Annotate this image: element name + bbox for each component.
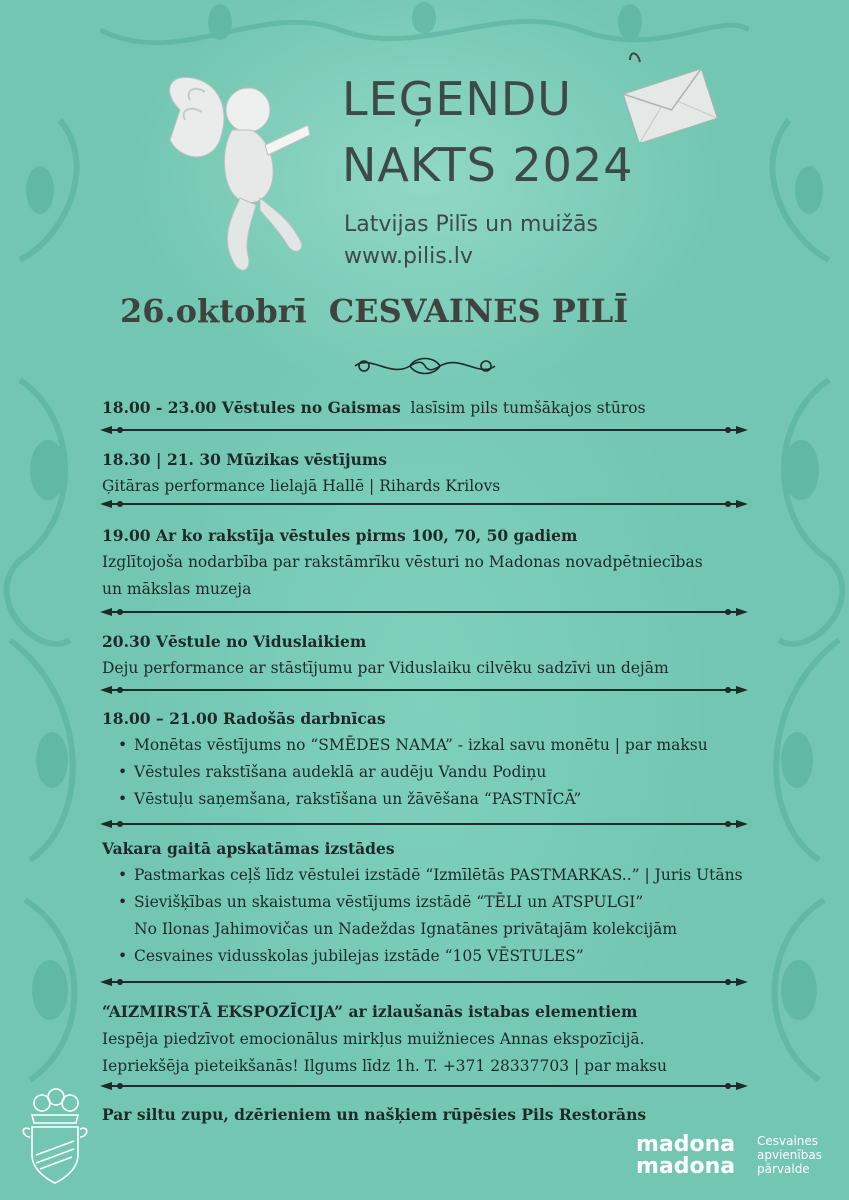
envelope-illustration <box>620 52 720 142</box>
event-heading: 18.00 - 23.00 Vēstules no Gaismas <box>102 398 401 417</box>
workshop-list <box>102 732 762 813</box>
logo-word-1: madona <box>636 1132 736 1157</box>
caption-line: apvienības <box>757 1148 822 1162</box>
coat-of-arms-logo <box>20 1085 90 1190</box>
section-divider <box>100 683 748 697</box>
event-block-5 <box>102 705 762 813</box>
title-line-1: LEĢENDU <box>342 72 572 126</box>
event-block-6 <box>102 835 762 970</box>
section-divider <box>100 975 748 989</box>
event-heading: 18.00 – 21.00 Radošās darbnīcas <box>102 709 386 728</box>
madona-logo <box>636 1134 735 1178</box>
cherub-angel-illustration <box>160 70 320 280</box>
footer-note: Par siltu zupu, dzērieniem un našķiem rūpēsies Pils Restorāns <box>102 1105 647 1124</box>
event-block-4 <box>102 628 762 682</box>
event-text: Deju performance ar stāstījumu par Viduslaiku cilvēku sadzīvi un dejām <box>102 659 669 677</box>
caption-line: pārvalde <box>757 1162 810 1176</box>
event-text: Ģitāras performance lielajā Hallē | Rihards Krilovs <box>102 477 501 495</box>
section-divider <box>100 497 748 511</box>
title-line-2: NAKTS 2024 <box>342 138 634 192</box>
section-divider <box>100 817 748 831</box>
event-heading: 19.00 Ar ko rakstīja vēstules pirms 100, 70, 50 gadiem <box>102 526 578 545</box>
event-block-2 <box>102 446 762 500</box>
event-text: Iespēja piedzīvot emocionālus mirkļus muižnieces Annas ekspozīcijā. <box>102 1030 645 1048</box>
event-block-1 <box>102 394 762 422</box>
madona-logo-caption <box>757 1134 822 1176</box>
list-item: • Vēstules rakstīšana audeklā ar audēju Vandu Podiņu <box>134 759 762 786</box>
event-place: CESVAINES PILĪ <box>328 292 629 330</box>
event-text: Iepriekšēja pieteikšanās! Ilgums līdz 1h. T. +371 28337703 | par maksu <box>102 1057 667 1075</box>
date-and-place <box>120 292 628 330</box>
exhibition-list-continued <box>102 943 762 970</box>
caption-line: Cesvaines <box>757 1134 819 1148</box>
flourish-divider <box>350 352 500 380</box>
section-divider <box>100 423 748 437</box>
event-block-3 <box>102 522 762 603</box>
website-link[interactable]: www.pilis.lv <box>344 244 473 269</box>
section-divider <box>100 1079 748 1093</box>
subtitle-line-1: Latvijas Pilīs un muižās <box>344 212 598 237</box>
event-block-7 <box>102 998 762 1080</box>
list-item: • Sievišķības un skaistuma vēstījums izstādē “TĒLI un ATSPULGI” <box>134 889 762 916</box>
left-ornament-border <box>0 0 110 1200</box>
event-heading: 18.30 | 21. 30 Mūzikas vēstījums <box>102 450 387 469</box>
section-divider <box>100 605 748 619</box>
list-item: • Vēstuļu saņemšana, rakstīšana un žāvēšana “PASTNĪCĀ” <box>134 786 762 813</box>
event-heading: 20.30 Vēstule no Viduslaikiem <box>102 632 367 651</box>
event-text: Izglītojoša nodarbība par rakstāmrīku vēsturi no Madonas novadpētniecības un mākslas muzeja <box>102 553 703 598</box>
collection-note: No Ilonas Jahimovičas un Nadeždas Ignatānes privātajām kolekcijām <box>134 920 678 938</box>
list-item: • Pastmarkas ceļš līdz vēstulei izstādē “Izmīlētās PASTMARKAS..” | Juris Utāns <box>134 862 762 889</box>
logo-word-2: madona <box>636 1154 736 1179</box>
event-text: lasīsim pils tumšākajos stūros <box>410 399 646 417</box>
event-date: 26.oktobrī <box>120 292 307 330</box>
event-heading-tail: ar izlaušanās istabas elementiem <box>343 1002 638 1021</box>
event-heading: “AIZMIRSTĀ EKSPOZĪCIJA” <box>102 1002 344 1021</box>
list-item: • Cesvaines vidusskolas jubilejas izstāde “105 VĒSTULES” <box>134 943 762 970</box>
exhibition-list <box>102 862 762 916</box>
list-item: • Monētas vēstījums no “SMĒDES NAMA” - izkal savu monētu | par maksu <box>134 732 762 759</box>
event-heading: Vakara gaitā apskatāmas izstādes <box>102 839 395 858</box>
